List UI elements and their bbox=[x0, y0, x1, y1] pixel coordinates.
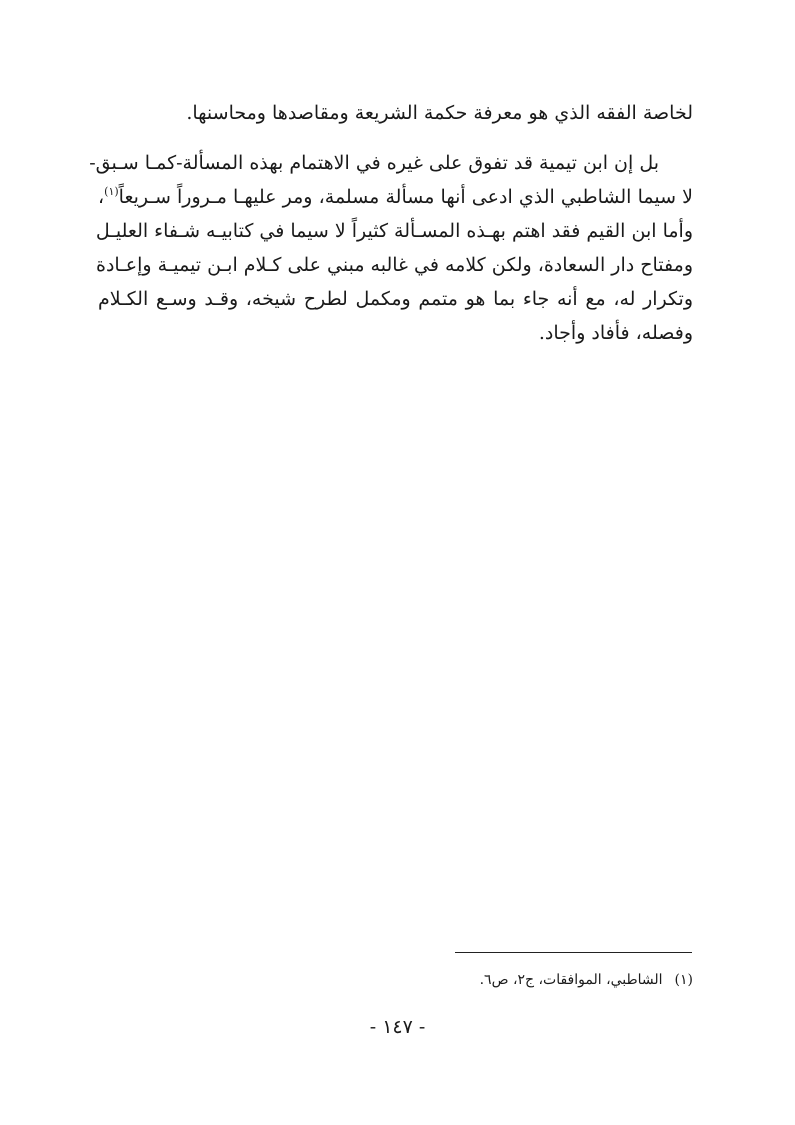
text-line-3 bbox=[98, 180, 693, 214]
footnote-text: الشاطبي، الموافقات، ج٢، ص٦. bbox=[479, 972, 663, 988]
text-line-3-content: لا سيما الشاطبي الذي ادعى أنها مسألة مسلمة، ومر عليهـا مـروراً سـريعاً bbox=[118, 186, 693, 208]
text-line-2: بل إن ابن تيمية قد تفوق على غيره في الاهتمام بهذه المسألة-كمـا سـبق- bbox=[89, 152, 659, 174]
text-line-1: لخاصة الفقه الذي هو معرفة حكمة الشريعة ومقاصدها ومحاسنها. bbox=[186, 102, 693, 124]
text-line-6: وتكرار له، مع أنه جاء بما هو متمم ومكمل لطرح شيخه، وقـد وسـع الكـلام bbox=[98, 288, 693, 310]
footnote bbox=[480, 972, 693, 988]
body-text bbox=[89, 96, 693, 350]
footnote-divider bbox=[455, 952, 692, 953]
footnote-number: (١) bbox=[674, 972, 693, 988]
footnote-reference[interactable]: (١) bbox=[104, 185, 119, 198]
text-line-7: وفصله، فأفاد وأجاد. bbox=[538, 322, 693, 344]
page-number: - ١٤٧ - bbox=[369, 1016, 426, 1038]
text-line-4: وأما ابن القيم فقد اهتم بهـذه المسـألة كثيراً لا سيما في كتابيـه شـفاء العليـل bbox=[95, 220, 693, 242]
text-line-5: ومفتاح دار السعادة، ولكن كلامه في غالبه مبني على كـلام ابـن تيميـة وإعـادة bbox=[96, 254, 693, 276]
text-line-3-comma: ، bbox=[98, 186, 105, 208]
